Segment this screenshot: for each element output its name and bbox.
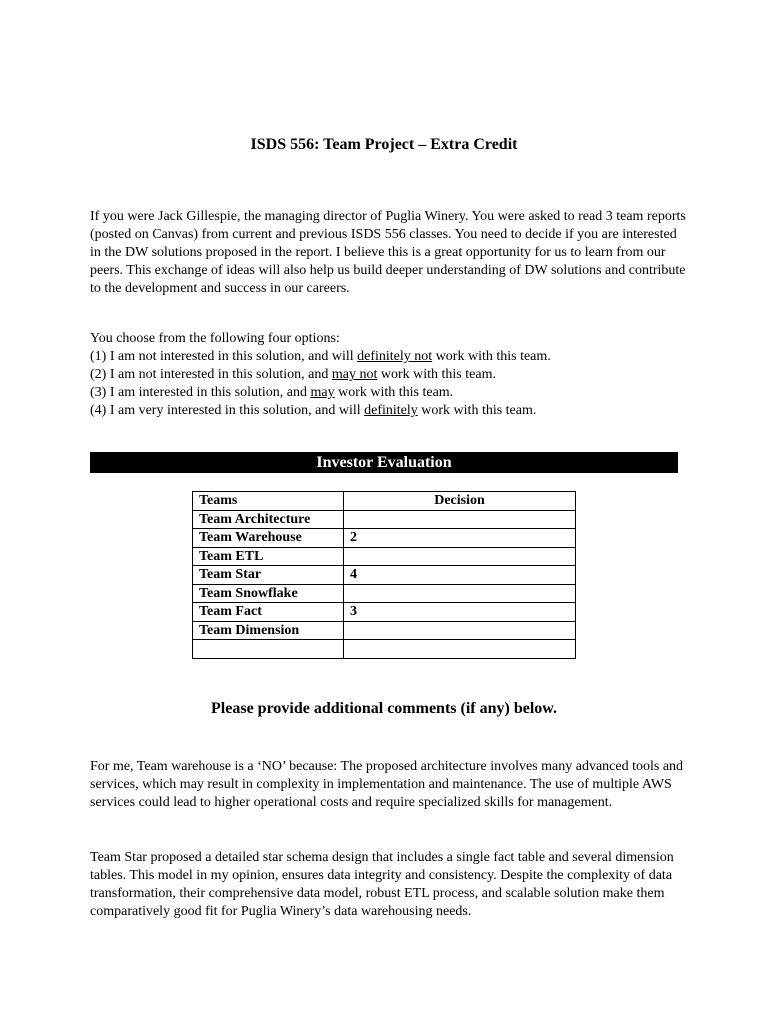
option-text: (1) I am not interested in this solution, and will (90, 349, 358, 364)
option-emphasis: definitely (364, 403, 418, 418)
table-row (193, 529, 576, 548)
team-name: Team Star (193, 566, 344, 585)
decision-cell[interactable] (344, 547, 576, 566)
option-emphasis: may (310, 385, 335, 400)
comment-paragraph: Team Star proposed a detailed star schema design that includes a single fact table and several dimension tables. This model in my opinion, ensures data integrity and consistency. Despite the complexity of data transformation, their comprehensive data model, robust ETL process, and scalable solution make them comparatively good fit for Puglia Winery’s data warehousing needs. (90, 850, 674, 919)
team-name: Team Dimension (193, 621, 344, 640)
option-text: work with this team. (377, 367, 496, 382)
table-header-row (193, 492, 576, 511)
team-name: Team ETL (193, 547, 344, 566)
decision-cell[interactable] (344, 584, 576, 603)
evaluation-table (192, 491, 576, 659)
table-row (193, 584, 576, 603)
table-row (193, 510, 576, 529)
intro-paragraph: If you were Jack Gillespie, the managing director of Puglia Winery. You were asked to read 3 team reports (posted on Canvas) from current and previous ISDS 556 classes. You need to decide if you are interested in the DW solutions proposed in the report. I believe this is a great opportunity for us to learn from our peers. This exchange of ideas will also help us build deeper understanding of DW solutions and contribute to the development and success in our careers. (90, 209, 686, 296)
document-title: ISDS 556: Team Project – Extra Credit (250, 136, 518, 153)
decision-cell[interactable] (344, 640, 576, 659)
option-text: (3) I am interested in this solution, and (90, 385, 311, 400)
header-decision: Decision (344, 492, 576, 511)
table-row (193, 621, 576, 640)
decision-cell[interactable]: 3 (344, 603, 576, 622)
table-row (193, 566, 576, 585)
option-emphasis: may not (331, 367, 378, 382)
table-row (193, 547, 576, 566)
option-item (90, 366, 690, 384)
option-item (90, 402, 690, 420)
decision-cell[interactable]: 4 (344, 566, 576, 585)
options-block (90, 330, 690, 420)
option-text: work with this team. (417, 403, 537, 418)
decision-cell[interactable] (344, 621, 576, 640)
comment-paragraph: For me, Team warehouse is a ‘NO’ because: The proposed architecture involves many advanced tools and services, which may result in complexity in implementation and maintenance. The use of multiple AWS services could lead to higher operational costs and require specialized skills for management. (90, 759, 684, 810)
option-text: (4) I am very interested in this solution, and will (90, 403, 365, 418)
option-text: work with this team. (432, 349, 551, 364)
team-name: Team Fact (193, 603, 344, 622)
team-name: Team Warehouse (193, 529, 344, 548)
header-teams: Teams (193, 492, 344, 511)
options-header: You choose from the following four options: (90, 331, 340, 346)
team-name (193, 640, 344, 659)
section-bar-investor-evaluation: Investor Evaluation (90, 452, 678, 473)
table-row (193, 603, 576, 622)
team-name: Team Architecture (193, 510, 344, 529)
decision-cell[interactable]: 2 (344, 529, 576, 548)
option-item (90, 348, 690, 366)
option-text: work with this team. (334, 385, 454, 400)
comments-title: Please provide additional comments (if any) below. (211, 700, 557, 717)
decision-cell[interactable] (344, 510, 576, 529)
team-name: Team Snowflake (193, 584, 344, 603)
option-item (90, 384, 690, 402)
option-text: (2) I am not interested in this solution, and (90, 367, 332, 382)
table-row (193, 640, 576, 659)
option-emphasis: definitely not (357, 349, 433, 364)
